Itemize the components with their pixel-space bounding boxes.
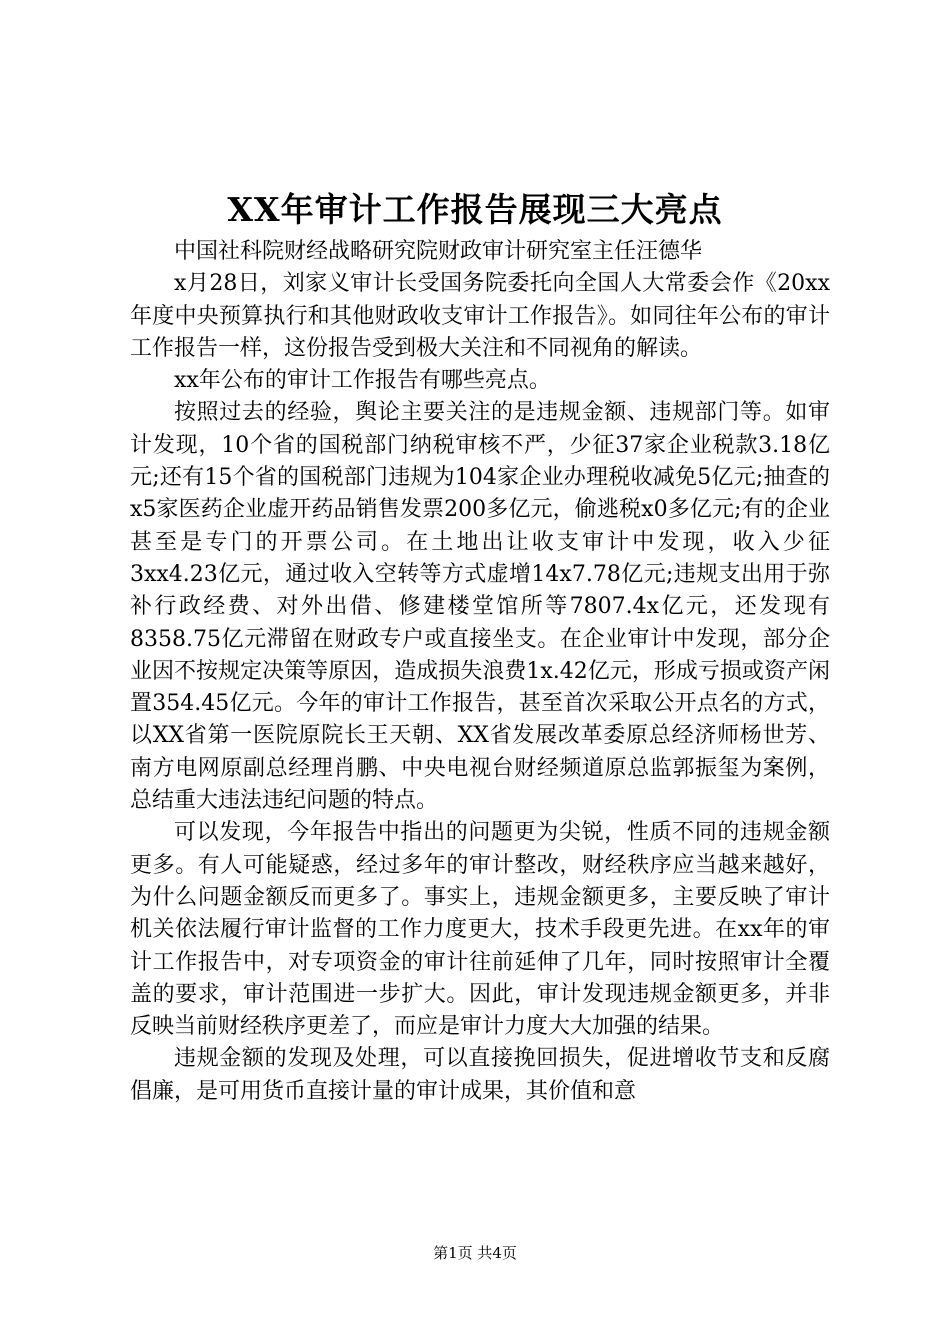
paragraph: xx年公布的审计工作报告有哪些亮点。 <box>174 368 551 394</box>
document-body <box>130 236 830 1108</box>
paragraph: 违规金额的发现及处理，可以直接挽回损失，促进增收节支和反腐倡廉，是可用货币直接计量的审计成果，其价值和意 <box>130 1046 830 1104</box>
author-line: 中国社科院财经战略研究院财政审计研究室主任汪德华 <box>174 239 703 264</box>
document-title: XX年审计工作报告展现三大亮点 <box>227 190 723 229</box>
paragraph: 可以发现，今年报告中指出的问题更为尖锐，性质不同的违规金额更多。有人可能疑惑，经过多年的审计整改，财经秩序应当越来越好，为什么问题金额反而更多了。事实上，违规金额更多，主要反映了审计机关依法履行审计监督的工作力度更大，技术手段更先进。在xx年的审计工作报告中，对专项资金的审计往前延伸了几年，同时按照审计全覆盖的要求，审计范围进一步扩大。因此，审计发现违规金额更多，并非反映当前财经秩序更差了，而应是审计力度大大加强的结果。 <box>130 820 830 1040</box>
paragraph: x月28日，刘家义审计长受国务院委托向全国人大常委会作《20xx年度中央预算执行和其他财政收支审计工作报告》。如同往年公布的审计工作报告一样，这份报告受到极大关注和不同视角的解读。 <box>130 271 830 361</box>
page-footer: 第1页 共4页 <box>433 1244 517 1262</box>
paragraph: 按照过去的经验，舆论主要关注的是违规金额、违规部门等。如审计发现，10个省的国税部门纳税审核不严，少征37家企业税款3.18亿元;还有15个省的国税部门违规为104家企业办理税收减免5亿元;抽查的x5家医药企业虚开药品销售发票200多亿元，偷逃税x0多亿元;有的企业甚至是专门的开票公司。在土地出让收支审计中发现，收入少征3xx4.23亿元，通过收入空转等方式虚增14x7.78亿元;违规支出用于弥补行政经费、对外出借、修建楼堂馆所等7807.4x亿元，还发现有8358.75亿元滞留在财政专户或直接坐支。在企业审计中发现，部分企业因不按规定决策等原因，造成损失浪费1x.42亿元，形成亏损或资产闲置354.45亿元。今年的审计工作报告，甚至首次采取公开点名的方式，以XX省第一医院原院长王天朝、XX省发展改革委原总经济师杨世芳、南方电网原副总经理肖鹏、中央电视台财经频道原总监郭振玺为案例，总结重大违法违纪问题的特点。 <box>130 400 830 814</box>
